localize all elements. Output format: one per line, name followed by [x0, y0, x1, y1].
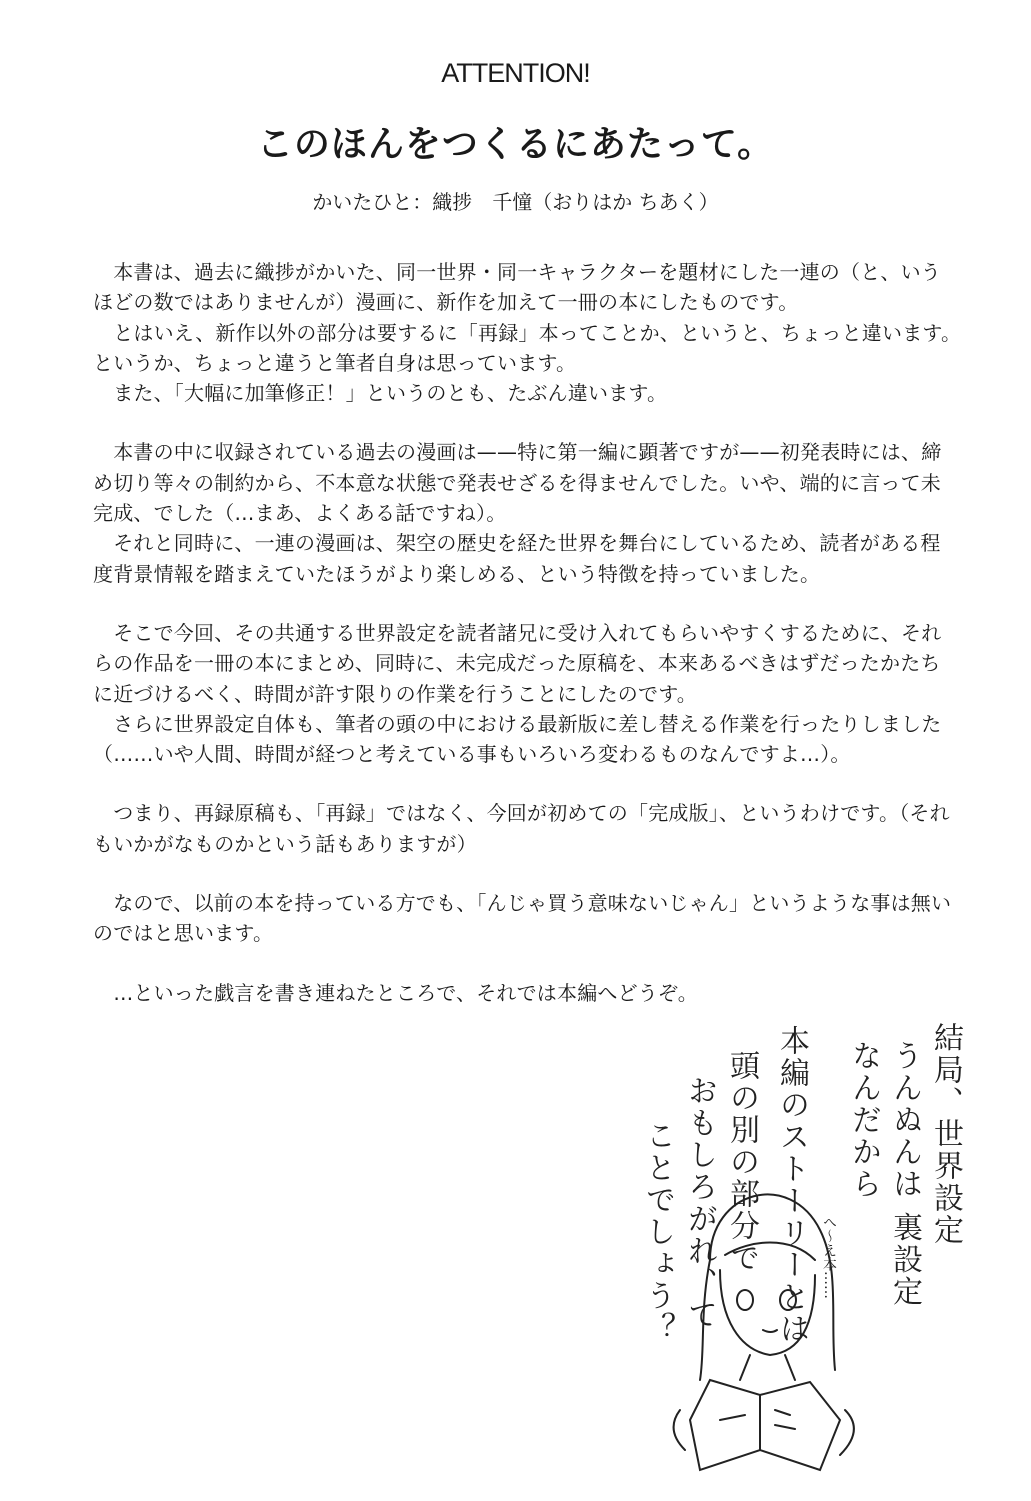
- text-line: （……いや人間、時間が経つと考えている事もいろいろ変わるものなんですよ…）。: [93, 742, 851, 767]
- text-line: そこで今回、その共通する世界設定を読者諸兄に受け入れてもらいやすくするために、それ: [93, 620, 942, 645]
- body-text: [93, 257, 993, 1037]
- paragraph: [93, 257, 993, 408]
- text-line: もいかがなものかという話もありますが）: [93, 831, 477, 856]
- handwritten-note-3: なんだから: [846, 1040, 881, 1200]
- text-line: さらに世界設定自体も、筆者の頭の中における最新版に差し替える作業を行ったりしました: [93, 711, 942, 736]
- handwritten-note-4: 本編のストーリーとは: [774, 1025, 809, 1345]
- text-line: また、「大幅に加筆修正！」というのとも、たぶん違います。: [93, 381, 668, 406]
- girl-reading-sketch: [560, 1120, 920, 1490]
- text-line: つまり、再録原稿も、「再録」ではなく、今回が初めての「完成版」、というわけです。（それ: [93, 801, 950, 826]
- handwritten-note-6: おもしろがれ、て: [682, 1075, 717, 1331]
- text-line: なので、以前の本を持っている方でも、「んじゃ買う意味ないじゃん」というような事は無い: [93, 891, 952, 916]
- text-line: 本書の中に収録されている過去の漫画は——特に第一編に顕著ですが——初発表時には、締: [93, 440, 942, 465]
- page-title: ATTENTION!: [441, 58, 590, 88]
- author-line: かいたひと：織捗 千憧（おりはか ちあく）: [312, 190, 719, 214]
- text-line: め切り等々の制約から、不本意な状態で発表せざるを得ませんでした。いや、端的に言って未: [93, 470, 941, 495]
- handwritten-note-2: うんぬんは 裏設定: [887, 1040, 922, 1308]
- handwritten-note-7: ことでしょう？: [640, 1120, 675, 1344]
- paragraph: [93, 978, 993, 1008]
- handwritten-small-note: へ〜え本……: [821, 1215, 837, 1299]
- text-line: に近づけるべく、時間が許す限りの作業を行うことにしたのです。: [93, 681, 697, 706]
- paragraph: [93, 888, 993, 949]
- paragraph: [93, 437, 993, 588]
- handwritten-note-1: 結局、世界設定: [928, 1022, 963, 1246]
- handwritten-note-5: 頭の別の部分で: [724, 1050, 759, 1274]
- text-line: のではと思います。: [93, 921, 274, 946]
- text-line: 本書は、過去に織捗がかいた、同一世界・同一キャラクターを題材にした一連の（と、いう: [93, 260, 941, 284]
- paragraph: [93, 798, 993, 859]
- text-line: 度背景情報を踏まえていたほうがより楽しめる、という特徴を持っていました。: [93, 561, 821, 586]
- text-line: …といった戯言を書き連ねたところで、それでは本編へどうぞ。: [93, 980, 698, 1005]
- heading: このほんをつくるにあたって。: [256, 124, 775, 165]
- text-line: 完成、でした（…まあ、よくある話ですね）。: [93, 501, 507, 526]
- text-line: とはいえ、新作以外の部分は要するに「再録」本ってことか、というと、ちょっと違います。: [93, 320, 962, 345]
- text-line: それと同時に、一連の漫画は、架空の歴史を経た世界を舞台にしているため、読者がある程: [93, 531, 941, 556]
- text-line: ほどの数ではありませんが）漫画に、新作を加えて一冊の本にしたものです。: [93, 290, 799, 315]
- text-line: というか、ちょっと違うと筆者自身は思っています。: [93, 350, 577, 375]
- paragraph: [93, 618, 993, 769]
- text-line: らの作品を一冊の本にまとめ、同時に、未完成だった原稿を、本来あるべきはずだったかたち: [93, 651, 941, 676]
